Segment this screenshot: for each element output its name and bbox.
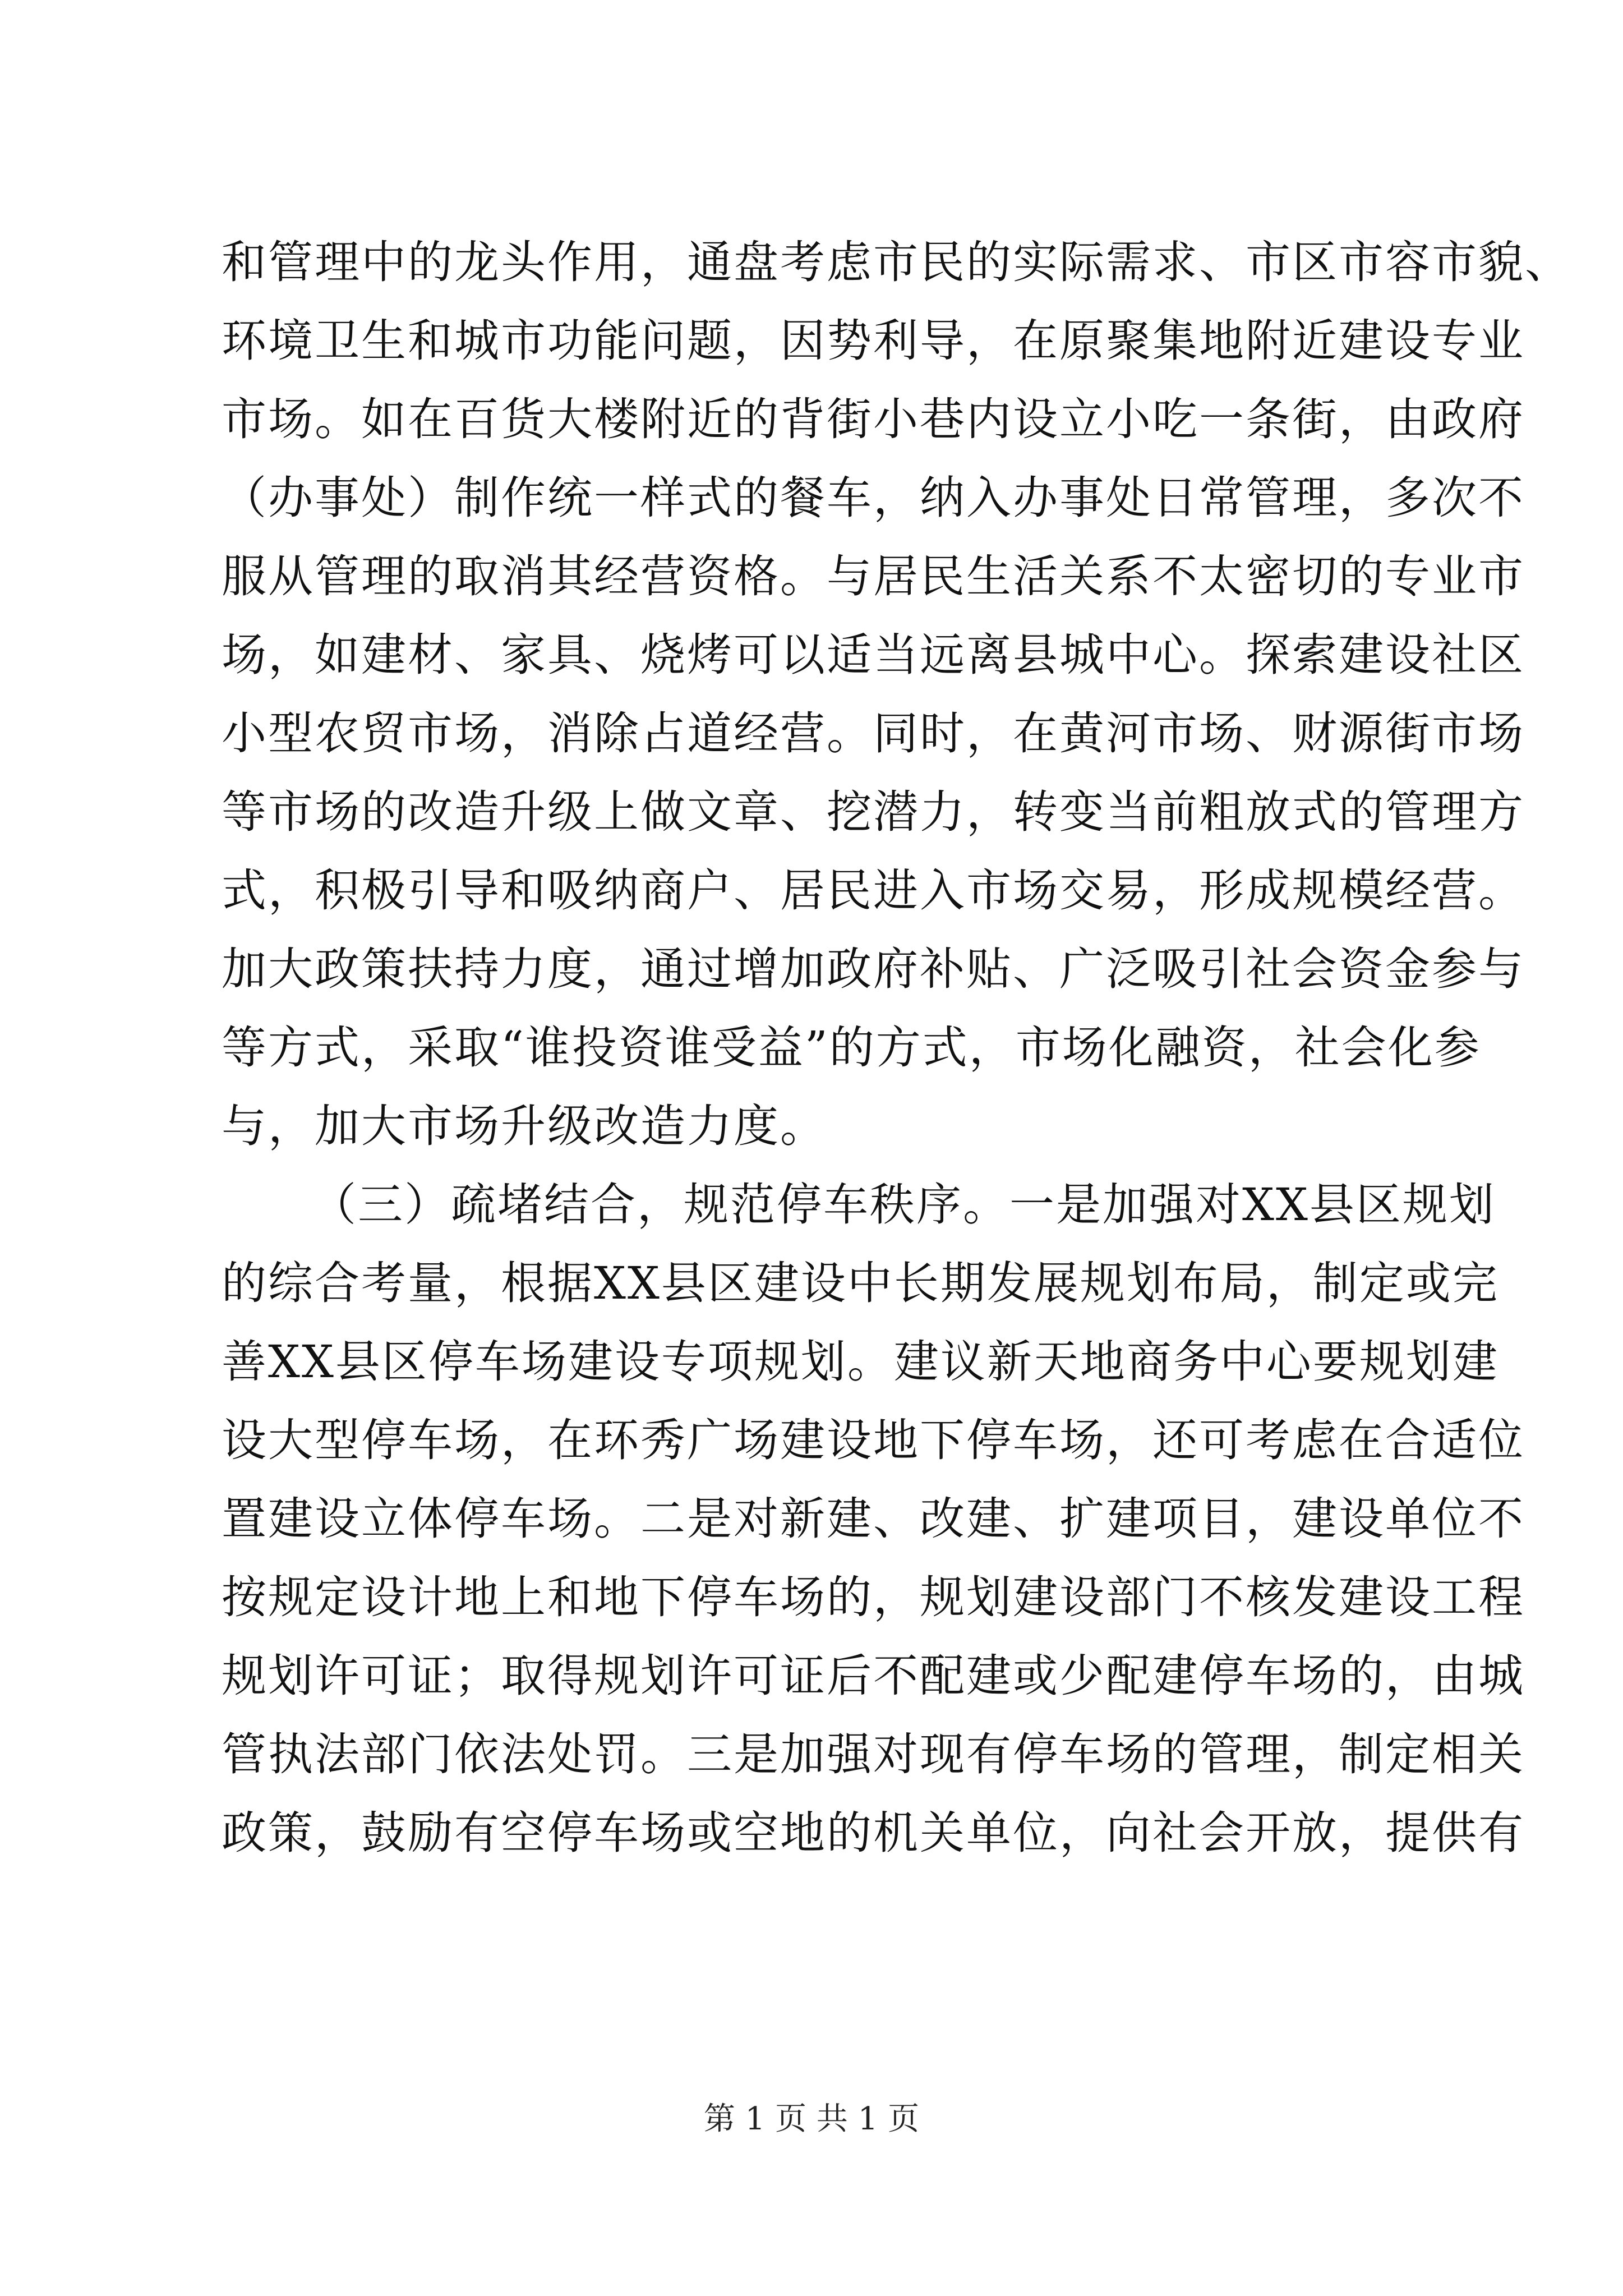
text-line: 与，加大市场升级改造力度。 — [222, 1100, 827, 1152]
text-line: 服从管理的取消其经营资格。与居民生活关系不太密切的专业市 — [222, 550, 1525, 602]
text-line: 等市场的改造升级上做文章、挖潜力，转变当前粗放式的管理方 — [222, 786, 1525, 838]
section-heading-line: （三）疏堵结合，规范停车秩序。一是加强对XX县区规划 — [311, 1179, 1496, 1231]
text-line: 市场。如在百货大楼附近的背街小巷内设立小吃一条街，由政府 — [222, 393, 1525, 445]
text-line: 置建设立体停车场。二是对新建、改建、扩建项目，建设单位不 — [222, 1493, 1525, 1545]
text-line: 式，积极引导和吸纳商户、居民进入市场交易，形成规模经营。 — [222, 864, 1525, 917]
text-line: 规划许可证；取得规划许可证后不配建或少配建停车场的，由城 — [222, 1650, 1525, 1702]
text-line: 小型农贸市场，消除占道经营。同时，在黄河市场、财源街市场 — [222, 707, 1525, 760]
text-line: 和管理中的龙头作用，通盘考虑市民的实际需求、市区市容市貌、 — [222, 236, 1571, 288]
text-line: 等方式，采取“谁投资谁受益”的方式，市场化融资，社会化参 — [222, 1022, 1481, 1074]
text-line: （办事处）制作统一样式的餐车，纳入办事处日常管理，多次不 — [222, 472, 1525, 524]
page-footer: 第 1 页 共 1 页 — [703, 2101, 920, 2137]
text-line: 场，如建材、家具、烧烤可以适当远离县城中心。探索建设社区 — [222, 629, 1525, 681]
text-line: 的综合考量，根据XX县区建设中长期发展规划布局，制定或完 — [222, 1257, 1499, 1309]
text-line: 善XX县区停车场建设专项规划。建议新天地商务中心要规划建 — [222, 1336, 1499, 1388]
text-line: 设大型停车场，在环秀广场建设地下停车场，还可考虑在合适位 — [222, 1414, 1525, 1466]
text-line: 加大政策扶持力度，通过增加政府补贴、广泛吸引社会资金参与 — [222, 943, 1525, 995]
text-line: 环境卫生和城市功能问题，因势利导，在原聚集地附近建设专业 — [222, 315, 1525, 367]
text-line: 按规定设计地上和地下停车场的，规划建设部门不核发建设工程 — [222, 1571, 1525, 1623]
text-line: 政策，鼓励有空停车场或空地的机关单位，向社会开放，提供有 — [222, 1807, 1525, 1859]
text-line: 管执法部门依法处罚。三是加强对现有停车场的管理，制定相关 — [222, 1728, 1525, 1780]
